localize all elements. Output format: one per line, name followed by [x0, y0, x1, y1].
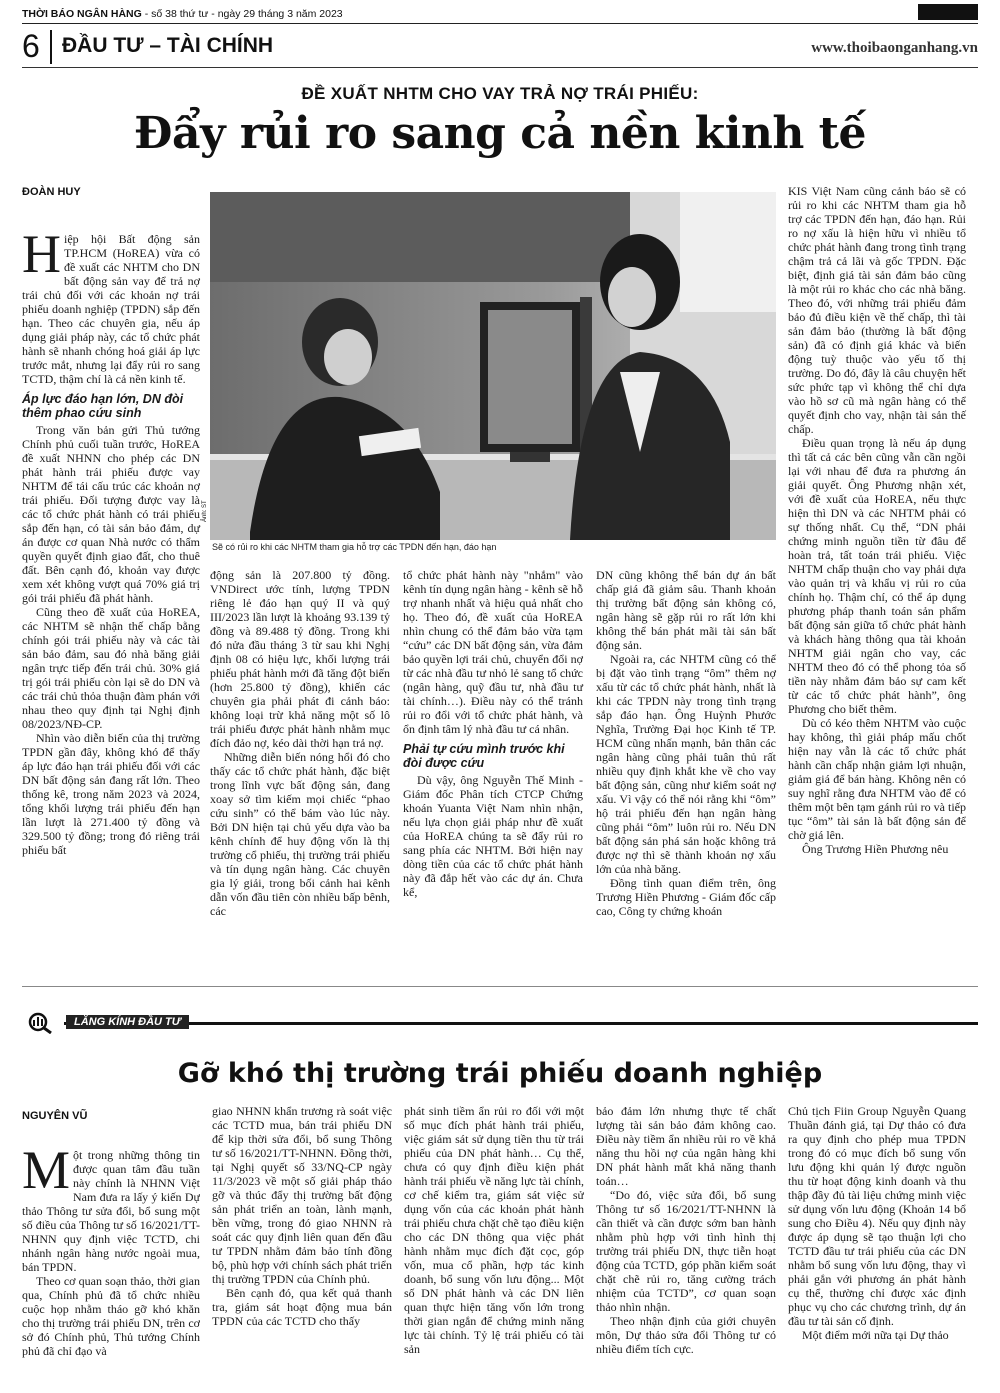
paragraph: “Do đó, việc sửa đổi, bổ sung Thông tư số 16/2021/TT-NHNN là cần thiết và cần được sớm ban hành nhằm phù hợp với tình hình thị trường trái phiếu DN, thực tiễn hoạt động của TCTD, góp phần kiểm soát chặt chẽ rủi ro, tăng cường trách nhiệm của TCTD”, cơ quan soạn thảo nhìn nhận.: [596, 1188, 776, 1314]
article2-column-4: [596, 1104, 776, 1388]
paragraph: phát sinh tiềm ẩn rủi ro đối với một số mục đích phát hành trái phiếu, việc giám sát sử dụng tiền thu từ trái phiếu của DN phát hành… Cụ thể, chưa có quy định điều kiện phát hành trái phiếu về năng lực tài chính, cơ chế kiểm tra, giám sát việc sử dụng vốn của các khoản phát hành trái phiếu chưa chặt chẽ tạo điều kiện cho các DN thông qua việc phát hành nhằm mục đích đặt cọc, góp vốn, mua cổ phần, hợp tác kinh doanh, bổ sung vốn lưu động... Một số DN phát hành và các DN liên quan thực hiện tăng vốn lớn trong thời gian ngắn để chứng minh năng lực tài chính. Tỷ lệ trái phiếu có tài sản: [404, 1104, 584, 1356]
paragraph: Một điểm mới nữa tại Dự thảo: [802, 1328, 949, 1342]
lead-paragraph: Hiệp hội Bất động sản TP.HCM (HoREA) vừa có đề xuất các NHTM cho DN bất động sản vay để trả nợ trái chủ đối với các khoản nợ trái phiếu doanh nghiệp (TPDN) sắp đến hạn. Theo các chuyên gia, nếu áp dụng giải pháp này, các tổ chức phát hành sẽ nhanh chóng hoá giải áp lực trước mắt, nhưng lại đẩy rủi ro sang TCTD, thậm chí là cả nền kinh tế.: [22, 224, 200, 386]
subheading: Áp lực đáo hạn lớn, DN đòi thêm phao cứu sinh: [22, 392, 184, 420]
issue-info: - số 38 thứ tư - ngày 29 tháng 3 năm 2023: [144, 8, 343, 20]
article-kicker: ĐỀ XUẤT NHTM CHO VAY TRẢ NỢ TRÁI PHIẾU:: [301, 84, 699, 103]
rubric-line: [64, 1022, 978, 1025]
article2-column-3: [404, 1104, 584, 1388]
page-number: 6: [22, 28, 40, 64]
paragraph: Trong văn bản gửi Thủ tướng Chính phủ cuối tuần trước, HoREA đề xuất NHNN cho phép các DN phát hành trái phiếu được vay NHTM để tái cấu trúc các khoản nợ trái phiếu. Đối tượng được vay là các tổ chức phát hành có trái phiếu sắp đến hạn, có tài sản bảo đảm, dự án được cơ quan Nhà nước có thẩm quyền quyết định giao đất, cho thuê đất. Bên cạnh đó, khoản vay được xem xét không vượt quá 70% giá trị gói trái phiếu đã phát hành.: [22, 423, 200, 605]
paragraph: KIS Việt Nam cũng cảnh báo sẽ có rủi ro khi các NHTM tham gia hỗ trợ các TPDN đến hạn, đáo hạn. Rủi ro nợ xấu là hiện hữu vì nhiều tổ chức phát hành đang trong tình trạng chậm trả cả lãi và gốc TPDN. Đặc biệt, định giá tài sản đảm bảo cũng là một rủi ro khác cho các nhà băng. Theo đó, với những trái phiếu đảm bảo đủ điều kiện về thế chấp, thì tài sản đảm bảo (thường là bất động sản) đã có định giá khác và biến động tuỳ thuộc vào yếu tố thị trường. Do đó, đây là câu chuyện hết sức phức tạp vì không thể chỉ dựa vào hồ sơ cũ mà ngân hàng có thể quyết định cho vay, nhận tài sản thế chấp.: [788, 184, 966, 436]
masthead-text: [22, 8, 343, 20]
article2-headline: Gỡ khó thị trường trái phiếu doanh nghiệp: [177, 1058, 823, 1089]
photo-caption: Sẽ có rủi ro khi các NHTM tham gia hỗ trợ các TPDN đến hạn, đáo hạn: [212, 542, 497, 552]
paragraph: Dù vậy, ông Nguyễn Thế Minh - Giám đốc Phân tích CTCP Chứng khoán Yuanta Việt Nam nhìn nhận, nếu lựa chọn giải pháp như đề xuất của HoREA chúng ta sẽ đẩy rủi ro sang phía các NHTM. Bởi hiện nay dòng tiền của các tổ chức phát hành này đã đắp hết vào các dự án. Chưa kể,: [403, 773, 583, 899]
paragraph: Bên cạnh đó, qua kết quả thanh tra, giám sát hoạt động mua bán TPDN của các TCTD cho thấy: [212, 1286, 392, 1328]
paragraph: động sản là 207.800 tỷ đồng. VNDirect ước tính, lượng TPDN riêng lẻ đáo hạn quý II và quý III/2023 lần lượt là khoảng 93.139 tỷ đồng và 89.488 tỷ đồng. Trong khi đó nửa đầu tháng 3 từ sau khi Nghị định 08 có hiệu lực, khối lượng trái phiếu phát hành mới đã tăng đột biến (hơn 25.800 tỷ đồng), khiến các chuyên gia phải phát đi cảnh báo: không loại trừ khả năng một số lô trái phiếu được phát hành nhằm mục đích đảo nợ, kéo dài thời hạn trả nợ.: [210, 568, 390, 750]
masthead-block: [918, 4, 978, 20]
website-url: www.thoibaonganhang.vn: [811, 40, 978, 56]
subheading: Phải tự cứu mình trước khi đòi được cứu: [403, 742, 565, 770]
byline: ĐOÀN HUY: [22, 186, 81, 198]
lead-paragraph: Một trong những thông tin được quan tâm đầu tuần này chính là NHNN Việt Nam đưa ra lấy ý kiến Dự thảo Thông tư sửa đổi, bổ sung một số điều của Thông tư số 16/2021/TT-NHNN quy định việc TCTD, chi nhánh ngân hàng nước ngoài mua, bán TPDN.: [22, 1148, 200, 1274]
paragraph: bảo đảm lớn nhưng thực tế chất lượng tài sản bảo đảm không cao. Điều này tiềm ẩn nhiều rủi ro về khả năng thu hồi nợ của ngân hàng khi DN phát hành mất khả năng thanh toán…: [596, 1104, 776, 1188]
paragraph: Dù có kéo thêm NHTM vào cuộc hay không, thì giải pháp mấu chốt hiện nay vẫn là các tổ chức phát hành cần chấp nhận giảm lợi nhuận, giảm giá để bán hàng. Không nên có suy nghĩ rằng đưa NHTM vào để có thêm một bên tạm gánh rủi ro và tiếp tục “ôm” tài sản là bất động sản để chờ giá lên.: [788, 716, 966, 842]
article-column-2: [210, 568, 390, 918]
article-column-5: [788, 184, 966, 856]
article-headline: Đẩy rủi ro sang cả nền kinh tế: [134, 108, 866, 159]
rubric-label: LĂNG KÍNH ĐẦU TƯ: [66, 1015, 189, 1029]
section-header: [22, 28, 978, 68]
article2-column-1: [22, 1148, 200, 1388]
byline: NGUYÊN VŨ: [22, 1110, 88, 1122]
article-column-4: [596, 568, 776, 918]
dropcap: H: [22, 224, 61, 284]
paper-name: THỜI BÁO NGÂN HÀNG: [22, 8, 142, 20]
paragraph: tổ chức phát hành này "nhắm" vào kênh tín dụng ngân hàng - kênh sẽ hỗ trợ nhanh nhất và hiệu quả nhất cho họ. Theo đó, đề xuất của HoREA nhìn chung có thể đảm bảo vừa tạm “cứu” các DN bất động sản, vừa đảm bảo quyền lợi trái chủ, chuyển đổi nợ từ các nhà đầu tư nhỏ lẻ sang tổ chức (ngân hàng, quỹ đầu tư, nhà đầu tư tài chính…). Điều này có thể tránh rủi ro đổi với tổ chức phát hành, và ổn định tâm lý nhà đầu tư cá nhân.: [403, 568, 583, 736]
paragraph: Nhìn vào diễn biến của thị trường TPDN gần đây, không khó để thấy áp lực đáo hạn trái phiếu đối với các DN bất động sản đang rất lớn. Theo thống kê, trong năm 2023 và 2024, tổng khối lượng trái phiếu đến hạn lần lượt là 271.400 tỷ đồng và 329.500 tỷ đồng; trong đó riêng trái phiếu bất: [22, 731, 200, 857]
photo-credit: Ảnh: ST: [202, 500, 208, 522]
section-divider: [22, 986, 978, 987]
paragraph: Ông Trương Hiền Phương nêu: [802, 842, 949, 856]
paragraph: Theo nhận định của giới chuyên môn, Dự thảo sửa đổi Thông tư có nhiều điểm tích cực.: [596, 1314, 776, 1356]
article-photo: [210, 192, 776, 540]
paragraph: Chủ tịch Fiin Group Nguyễn Quang Thuần đánh giá, tại Dự thảo có đưa ra quy định cho phép mua TPDN trong đó có mục đích bổ sung vốn lưu động khi quản lý được nguồn thu từ hoạt động kinh doanh và thu thập đầy đủ tài liệu chứng minh việc sử dụng vốn lưu động (Khoản 14 bổ sung cho Điều 4). Nếu quy định này được áp dụng sẽ tạo thuận lợi cho TCTD đầu tư trái phiếu của các DN nhằm bổ sung vốn lưu động, thay vì phải gắn với phương án phát hành cụ thể, thường chỉ được xác định phục vụ cho các chương trình, dự án đầu tư tài sản cố định.: [788, 1104, 966, 1328]
masthead: [22, 6, 978, 24]
divider: [50, 30, 52, 64]
paragraph: Đồng tình quan điểm trên, ông Trương Hiền Phương - Giám đốc cấp cao, Công ty chứng khoán: [596, 876, 776, 918]
paragraph: Điều quan trọng là nếu áp dụng thì tất cả các bên cũng vẫn cần ngồi lại với nhau để đưa ra phương án giải quyết. Ông Phương nhận xét, với đề xuất của HoREA, nếu thực hiện thì DN và các NHTM phải có sự thống nhất. Cụ thể, “DN phải chứng minh nguồn tiền từ đâu để hoàn trả, tất toán trái phiếu. Việc NHTM chấp thuận cho vay phải dựa vào quản trị và khẩu vị rủi ro của chính họ. Thậm chí, có thể áp dụng phương pháp thanh toán sản phẩm bất động sản giữa tổ chức phát hành và khách hàng thông qua tài khoản NHTM giải ngân cho vay, các NHTM theo đó có thể phong tỏa số tiền này nhằm đảm bảo sự cam kết từ các tổ chức phát hành”, ông Phương cho biết thêm.: [788, 436, 966, 716]
section-title: ĐẦU TƯ – TÀI CHÍNH: [62, 34, 274, 57]
paragraph: Ngoài ra, các NHTM cũng có thể bị đặt vào tình trạng “ôm” thêm nợ xấu từ các tổ chức phát hành, nhất là khi các TPDN này trong tình trạng sắp đáo hạn. Ông Huỳnh Phước Nghĩa, Trường Đại học Kinh tế TP. HCM cũng nhấn mạnh, bản thân các ngân hàng cũng phải tuân thủ rất nhiều quy định khắt khe về cho vay bất động sản, cũng như kiểm soát nợ xấu. Vì vậy có thể nói rằng khi “ôm” hộ trái phiếu đến hạn ngân hàng cũng phải “ôm” luôn rủi ro. Nếu DN bất động sản phá sản hoặc không trả được nợ thì sẽ thành khoản nợ xấu lớn của nhà băng.: [596, 652, 776, 876]
paragraph: Những diễn biến nóng hổi đó cho thấy các tổ chức phát hành, đặc biệt trong lĩnh vực bất động sản, đang xoay sở tìm kiếm mọi chiếc “phao cứu sinh” có thể bám vào lúc này. Bởi DN hiện tại chủ yếu dựa vào ba kênh chính để huy động vốn là thị trường cổ phiếu, thị trường trái phiếu và tín dụng ngân hàng. Các chuyên gia lý giải, trong bối cảnh hai kênh dẫn vốn đầu tiên còn nhiều bấp bênh, các: [210, 750, 390, 918]
bank-counter-photo: [210, 192, 776, 540]
article2-column-5: [788, 1104, 966, 1388]
paragraph: Theo cơ quan soạn thảo, thời gian qua, Chính phủ đã tổ chức nhiều cuộc họp nhằm tháo gỡ khó khăn cho thị trường trái phiếu DN, trên cơ sở đó Chính phủ, Thủ tướng Chính phủ đã chỉ đạo và: [22, 1274, 200, 1358]
article-column-3: [403, 568, 583, 899]
article-column-1: [22, 224, 200, 857]
dropcap: M: [22, 1148, 71, 1200]
rubric-bar: [22, 1012, 978, 1034]
article2-column-2: [212, 1104, 392, 1388]
magnifier-icon: [24, 1012, 64, 1034]
paragraph: DN cũng không thể bán dự án bất chấp giá đã giảm sâu. Thanh khoản thị trường bất động sản không có, ngân hàng sẽ gặp rủi ro rất lớn khi không thể bán phát mãi tài sản bất động sản.: [596, 568, 776, 652]
paragraph: giao NHNN khẩn trương rà soát việc các TCTD mua, bán trái phiếu DN để kịp thời sửa đổi, bổ sung Thông tư số 16/2021/TT-NHNN. Đồng thời, tại Nghị quyết số 33/NQ-CP ngày 11/3/2023 về một số giải pháp tháo gỡ và thúc đẩy thị trường bất động sản phát triển an toàn, lành mạnh, bền vững, trong đó giao NHNN rà soát các quy định liên quan đến đầu tư TPDN nhằm đảm bảo tính đồng bộ, phù hợp với chính sách phát triển thị trường TPDN của Chính phủ.: [212, 1104, 392, 1286]
paragraph: Cũng theo đề xuất của HoREA, các NHTM sẽ nhận thế chấp bằng chính gói trái phiếu này và các tài sản bảo đảm, sau đó nhà băng giải ngân trực tiếp đến trái chủ. 30% giá trị gói trái phiếu còn lại sẽ do DN và các trái chủ thỏa thuận đàm phán với nhau theo quy định tại Nghị định 08/2023/NĐ-CP.: [22, 605, 200, 731]
